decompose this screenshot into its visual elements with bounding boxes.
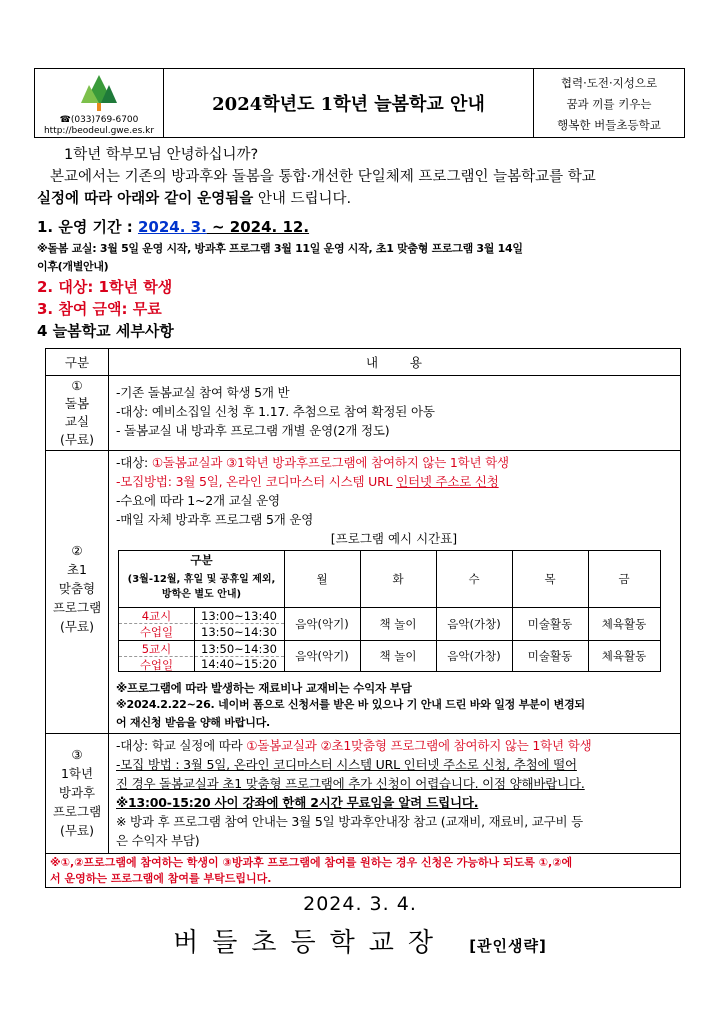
tt-head-day: 월 [316, 572, 328, 586]
section-1-note-1: ※돌봄 교실: 3월 5일 운영 시작, 방과후 프로그램 3월 11일 운영 시작, 초1 맞춤형 프로그램 3월 14일 [37, 242, 523, 255]
row3-cat-line: 프로그램 [52, 804, 102, 819]
tt-subject: 체육활동 [601, 617, 647, 631]
tt-head-day: 수 [468, 572, 480, 586]
motto-line-3: 행복한 버들초등학교 [557, 118, 661, 132]
row3-cat-line: 1학년 [60, 766, 94, 781]
row2-line: -매일 자체 방과후 프로그램 5개 운영 [116, 512, 314, 527]
document-date: 2024. 3. 4. [303, 893, 417, 915]
column-divider [108, 349, 109, 853]
row-divider [46, 450, 680, 451]
table-head-content: 내 용 [366, 355, 422, 370]
table-footer-2: 서 운영하는 프로그램에 참여를 부탁드립니다. [50, 872, 272, 885]
tt-subject: 체육활동 [601, 649, 647, 663]
intro-rest-text: 안내 드립니다. [253, 191, 352, 207]
motto-line-2: 꿈과 끼를 키우는 [566, 97, 652, 111]
row3-cat-num: ③ [71, 747, 83, 762]
row3-info-line-2: 은 수익자 부담) [116, 833, 200, 848]
url-text[interactable]: http://beodeul.gwe.es.kr [43, 126, 155, 136]
row1-cat-line: (무료) [60, 432, 94, 447]
section-1-note-2: 이후(개별안내) [37, 260, 109, 273]
logo-cell [35, 69, 164, 137]
tt-time: 13:00~13:40 [201, 609, 277, 623]
intro-line-3 [37, 188, 351, 210]
row1-content [116, 383, 674, 440]
row2-target-red: ①돌봄교실과 ③1학년 방과후프로그램에 참여하지 않는 1학년 학생 [151, 455, 509, 470]
row-divider [46, 733, 680, 734]
row3-recruit-line: -모집 방법 : 3월 5일, 온라인 코디마스터 시스템 URL 인터넷 주소로 신청, 추첨에 떨어 [116, 757, 577, 772]
tt-head-day: 화 [392, 572, 404, 586]
tt-subject: 음악(악기) [295, 617, 349, 631]
row2-line: -수요에 따라 1~2개 교실 운영 [116, 493, 280, 508]
row3-cat-line: 방과후 [58, 785, 96, 800]
tt-time: 14:40~15:20 [201, 657, 277, 671]
tt-head-category-note: (3월-12월, 휴일 및 공휴일 제외, 방학은 별도 안내) [127, 574, 276, 600]
row1-cat-line: 돌봄 [64, 396, 90, 411]
row-divider [46, 375, 680, 376]
row2-content [116, 453, 674, 529]
tt-subject: 음악(악기) [295, 649, 349, 663]
school-logo-icon [79, 73, 119, 113]
seal-note: [관인생략] [469, 937, 547, 955]
row2-target-prefix: -대상: [116, 455, 152, 470]
page-title: 2024학년도 1학년 늘봄학교 안내 [212, 94, 485, 115]
row3-target-prefix: -대상: 학교 실정에 따라 [116, 738, 247, 753]
row1-line: -대상: 예비소집일 신청 후 1.17. 추첨으로 참여 확정된 아동 [116, 404, 435, 419]
section-4-details: 4 늘봄학교 세부사항 [37, 322, 174, 340]
section-2-target: 2. 대상: 1학년 학생 [37, 278, 173, 296]
timetable-caption: [프로그램 예시 시간표] [330, 531, 458, 546]
row1-line: - 돌봄교실 내 방과후 프로그램 개별 운영(2개 정도) [116, 423, 390, 438]
tt-subject: 미술활동 [527, 649, 573, 663]
row3-target-line [116, 736, 674, 755]
section-3-cost: 3. 참여 금액: 무료 [37, 300, 162, 318]
row2-note-2b: 어 재신청 받음을 양해 바랍니다. [116, 716, 271, 729]
header-box [34, 68, 685, 138]
phone-text: ☎(033)769-6700 [59, 115, 139, 125]
row3-info-line: ※ 방과 후 프로그램 참여 안내는 3월 5일 방과후안내장 참고 (교재비, 재료비, 교구비 등 [116, 814, 584, 829]
tt-head-day: 목 [544, 572, 556, 586]
tt-period: 5교시 [141, 642, 172, 656]
tt-subject: 미술활동 [527, 617, 573, 631]
motto-line-1: 협력·도전·지성으로 [560, 76, 658, 90]
motto-cell [533, 69, 684, 137]
row2-cat-line: 프로그램 [52, 600, 102, 615]
tt-subject: 책 놀이 [379, 617, 417, 631]
table-head-category: 구분 [64, 355, 90, 370]
tt-period-label: 수업일 [139, 658, 174, 672]
row1-category [46, 377, 108, 449]
row2-cat-num: ② [71, 543, 83, 558]
row2-recruit-text: -모집방법: 3월 5일, 온라인 코디마스터 시스템 URL [116, 474, 397, 489]
period-label: 1. 운영 기간 : [37, 218, 138, 236]
row3-recruit-line-2: 진 경우 돌봄교실과 초1 맞춤형 프로그램에 추가 신청이 어렵습니다. 이점 양해바랍니다. [116, 776, 585, 791]
section-1-period [37, 216, 309, 237]
row2-category [46, 541, 108, 636]
row1-cat-line: 교실 [64, 414, 90, 429]
row3-cat-line: (무료) [60, 823, 94, 838]
tt-time: 13:50~14:30 [201, 625, 277, 639]
details-table [45, 348, 681, 888]
row3-free-note: ※13:00-15:20 사이 강좌에 한해 2시간 무료임을 알려 드립니다. [116, 795, 479, 810]
row1-line: -기존 돌봄교실 참여 학생 5개 반 [116, 385, 290, 400]
tt-head-category: 구분 [190, 553, 213, 567]
intro-line-2: 본교에서는 기존의 방과후와 돌봄을 통합·개선한 단일체제 프로그램인 늘봄학교를 학교 [50, 169, 596, 185]
intro-bold-text: 실정에 따라 아래와 같이 운영됨을 [37, 191, 254, 207]
tt-period: 4교시 [141, 609, 172, 623]
row2-cat-line: 초1 [66, 562, 88, 577]
timetable [118, 550, 661, 672]
row2-note-1: ※프로그램에 따라 발생하는 재료비나 교재비는 수익자 부담 [116, 681, 412, 695]
row2-note-2a: ※2024.2.22~26. 네이버 폼으로 신청서를 받은 바 있으나 기 안내 드린 바와 일정 부분이 변경되 [116, 698, 585, 711]
signer-name: 버들초등학교장 [173, 928, 447, 958]
period-end: ~ 2024. 12. [206, 218, 310, 236]
tt-time: 13:50~14:30 [201, 642, 277, 656]
period-start: 2024. 3. [137, 218, 207, 236]
row3-target-red: ①돌봄교실과 ②초1맞춤형 프로그램에 참여하지 않는 1학년 학생 [246, 738, 592, 753]
row2-target-line [116, 453, 674, 472]
tt-subject: 책 놀이 [379, 649, 417, 663]
row2-cat-line: (무료) [60, 619, 94, 634]
greeting: 1학년 학부모님 안녕하십니까? [64, 147, 259, 163]
signature-line [0, 922, 720, 959]
row2-cat-line: 맞춤형 [58, 581, 96, 596]
row3-category [46, 745, 108, 840]
tt-subject: 음악(가창) [447, 649, 501, 663]
tt-subject: 음악(가창) [447, 617, 501, 631]
row1-cat-num: ① [71, 378, 83, 393]
row2-recruit-link[interactable]: 인터넷 주소로 신청 [396, 474, 499, 489]
row3-content [116, 736, 674, 850]
tt-period-label: 수업일 [139, 625, 174, 639]
table-footer-1: ※①,②프로그램에 참여하는 학생이 ③방과후 프로그램에 참여를 원하는 경우 신청은 가능하나 되도록 ①,②에 [50, 856, 573, 869]
tt-head-day: 금 [618, 572, 630, 586]
row2-recruit-line [116, 472, 674, 491]
